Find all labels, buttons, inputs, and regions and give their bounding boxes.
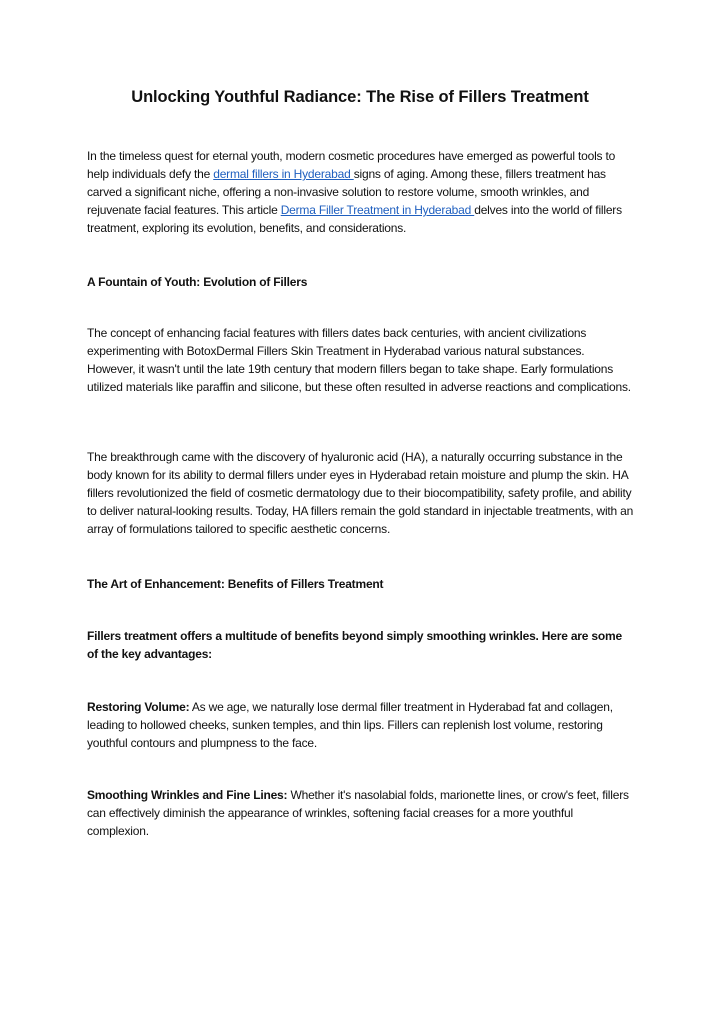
- intro-text-3: delves into the world of fillers treatment, exploring its evolution, benefits, and considerations.: [87, 203, 622, 236]
- evolution-paragraph-1: The concept of enhancing facial features with fillers dates back centuries, with ancient civilizations experimenting with BotoxDermal Fillers Skin Treatment in Hyderabad various natural substances. However, it wasn't until the late 19th century that modern fillers began to take shape. Early formulations utilized materials like paraffin and silicone, but these often resulted in adverse reactions and complications.: [87, 326, 631, 395]
- benefit-text: As we age, we naturally lose dermal filler treatment in Hyderabad fat and collagen, leading to hollowed cheeks, sunken temples, and thin lips. Fillers can replenish lost volume, restoring youthful contours and plumpness to the face.: [87, 700, 613, 751]
- benefit-label: Restoring Volume:: [87, 700, 190, 714]
- dermal-fillers-link[interactable]: dermal fillers in Hyderabad: [213, 167, 354, 182]
- section-heading-evolution: A Fountain of Youth: Evolution of Fillers: [87, 275, 308, 289]
- derma-filler-treatment-link[interactable]: Derma Filler Treatment in Hyderabad: [280, 203, 475, 218]
- section-heading-benefits: The Art of Enhancement: Benefits of Fillers Treatment: [87, 577, 384, 591]
- intro-paragraph: [87, 147, 635, 237]
- intro-text-1: In the timeless quest for eternal youth, modern cosmetic procedures have emerged as powerful tools to help individuals defy the: [87, 149, 616, 182]
- benefit-item-smoothing-wrinkles: [87, 786, 635, 840]
- benefits-lead-paragraph: Fillers treatment offers a multitude of benefits beyond simply smoothing wrinkles. Here are some of the key advantages:: [87, 629, 622, 662]
- intro-text-2: signs of aging. Among these, fillers treatment has carved a significant niche, offering a non-invasive solution to restore volume, smooth wrinkles, and rejuvenate facial features. This article: [87, 167, 606, 218]
- evolution-paragraph-2: The breakthrough came with the discovery of hyaluronic acid (HA), a naturally occurring substance in the body known for its ability to dermal fillers under eyes in Hyderabad retain moisture and plump the skin. HA fillers revolutionized the field of cosmetic dermatology due to their biocompatibility, safety profile, and ability to deliver natural-looking results. Today, HA fillers remain the gold standard in injectable treatments, with an array of formulations tailored to specific aesthetic concerns.: [87, 450, 634, 537]
- page-title: Unlocking Youthful Radiance: The Rise of Fillers Treatment: [131, 88, 589, 106]
- benefit-label: Smoothing Wrinkles and Fine Lines:: [87, 788, 288, 802]
- benefit-item-restoring-volume: [87, 698, 635, 752]
- benefit-text: Whether it's nasolabial folds, marionette lines, or crow's feet, fillers can effectively diminish the appearance of wrinkles, softening facial creases for a more youthful complexion.: [87, 788, 629, 839]
